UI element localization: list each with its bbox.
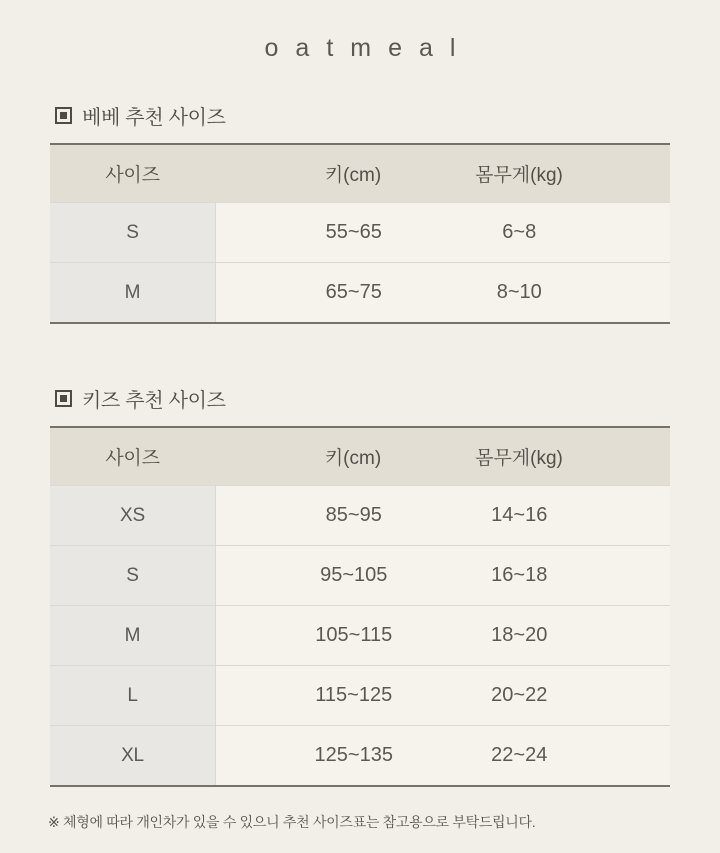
column-header-size: 사이즈: [105, 448, 160, 469]
table-row: [50, 665, 670, 725]
row-size-label: M: [50, 263, 215, 322]
cell-weight: 16~18: [491, 564, 548, 586]
table-row: [50, 545, 670, 605]
cell-height: 65~75: [325, 281, 382, 303]
section-square-icon: [55, 107, 72, 124]
square-icon-fill: [60, 395, 67, 402]
square-icon-fill: [60, 112, 67, 119]
cell-height: 85~95: [325, 504, 382, 526]
cell-height: 95~105: [320, 564, 388, 586]
footer-note: ※ 체형에 따라 개인차가 있을 수 있으니 추천 사이즈표는 참고용으로 부탁드립니다.: [48, 814, 536, 830]
header-data-area: [215, 145, 670, 202]
table-row: [50, 202, 670, 262]
brand-logo: oatmeal: [264, 34, 473, 62]
row-data-area: [215, 263, 670, 322]
cell-weight: 20~22: [491, 684, 548, 706]
row-data-area: [215, 203, 670, 262]
cell-height: 55~65: [325, 221, 382, 243]
bebe-size-table: [50, 143, 670, 324]
table-header-row: [50, 145, 670, 202]
cell-weight: 8~10: [496, 281, 542, 303]
row-data-area: [215, 666, 670, 725]
row-size-label: S: [50, 546, 215, 605]
cell-height: 105~115: [315, 624, 393, 646]
cell-weight: 18~20: [491, 624, 548, 646]
section-kids-title: [55, 384, 670, 413]
cell-weight: 6~8: [502, 221, 537, 243]
column-header-weight: 몸무게(kg): [475, 165, 563, 186]
row-data-area: [215, 486, 670, 545]
table-row: [50, 605, 670, 665]
cell-weight: 22~24: [491, 744, 548, 766]
table-row: [50, 725, 670, 785]
section-kids: [50, 384, 670, 787]
section-bebe-title: [55, 101, 670, 130]
column-header-weight: 몸무게(kg): [475, 448, 563, 469]
table-header-row: [50, 428, 670, 485]
column-header-size: 사이즈: [105, 165, 160, 186]
row-data-area: [215, 606, 670, 665]
row-size-label: XS: [50, 486, 215, 545]
kids-size-table: [50, 426, 670, 787]
section-square-icon: [55, 390, 72, 407]
row-size-label: M: [50, 606, 215, 665]
section-title-label: 키즈 추천 사이즈: [82, 390, 226, 412]
cell-height: 115~125: [315, 684, 393, 706]
cell-height: 125~135: [314, 744, 393, 766]
cell-weight: 14~16: [491, 504, 548, 526]
table-row: [50, 262, 670, 322]
row-size-label: XL: [50, 726, 215, 785]
column-header-height: 키(cm): [324, 448, 382, 469]
row-data-area: [215, 546, 670, 605]
section-title-label: 베베 추천 사이즈: [82, 107, 226, 129]
section-bebe: [50, 101, 670, 324]
column-header-height: 키(cm): [324, 165, 382, 186]
header-data-area: [215, 428, 670, 485]
row-size-label: L: [50, 666, 215, 725]
row-size-label: S: [50, 203, 215, 262]
row-data-area: [215, 726, 670, 785]
table-row: [50, 485, 670, 545]
